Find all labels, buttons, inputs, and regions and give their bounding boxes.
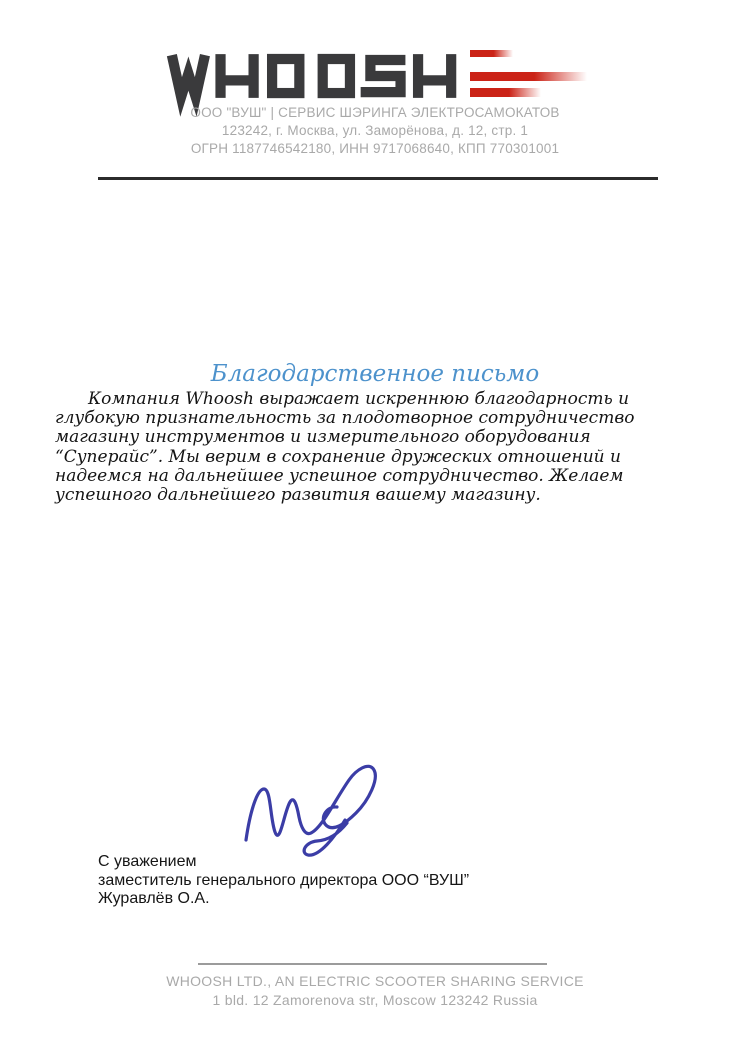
signoff-block [98,853,469,909]
company-info [0,104,750,158]
speed-line-top [470,50,513,57]
handwritten-signature [235,757,390,857]
footer-address-line: 1 bld. 12 Zamorenova str, Moscow 123242 Russia [212,992,538,1008]
letter-title: Благодарственное письмо [210,361,540,387]
footer-company-line: WHOOSH LTD., AN ELECTRIC SCOOTER SHARING SERVICE [166,973,584,989]
whoosh-logo-icon [167,54,457,100]
speed-line-middle [470,72,587,81]
whoosh-wordmark-letters [172,54,451,98]
signoff-name: Журавлёв О.А. [98,890,210,908]
letter-body-paragraph: Компания Whoosh выражает искреннюю благодарность и глубокую признательность за плодотворное сотрудничество магазину инструментов и измерительного оборудования “Суперайс”. Мы верим в сохранение дружеских отношений и надеемся на дальнейшее успешное сотрудничество. Желаем успешного дальнейшего развития вашему магазину. [55,389,635,506]
speed-line-bottom [470,88,541,97]
signoff-regards: С уважением [98,853,197,870]
company-name-line: ООО "ВУШ" | СЕРВИС ШЭРИНГА ЭЛЕКТРОСАМОКАТОВ [190,105,560,120]
footer-divider [198,963,547,965]
company-address-line: 123242, г. Москва, ул. Заморёнова, д. 12, стр. 1 [221,123,529,138]
logo-speed-lines-icon [470,50,590,98]
footer [0,972,750,1010]
signoff-position: заместитель генерального директора ООО “ВУШ” [98,871,470,889]
company-registration-line: ОГРН 1187746542180, ИНН 9717068640, КПП 770301001 [190,141,560,156]
header-divider [98,177,658,180]
